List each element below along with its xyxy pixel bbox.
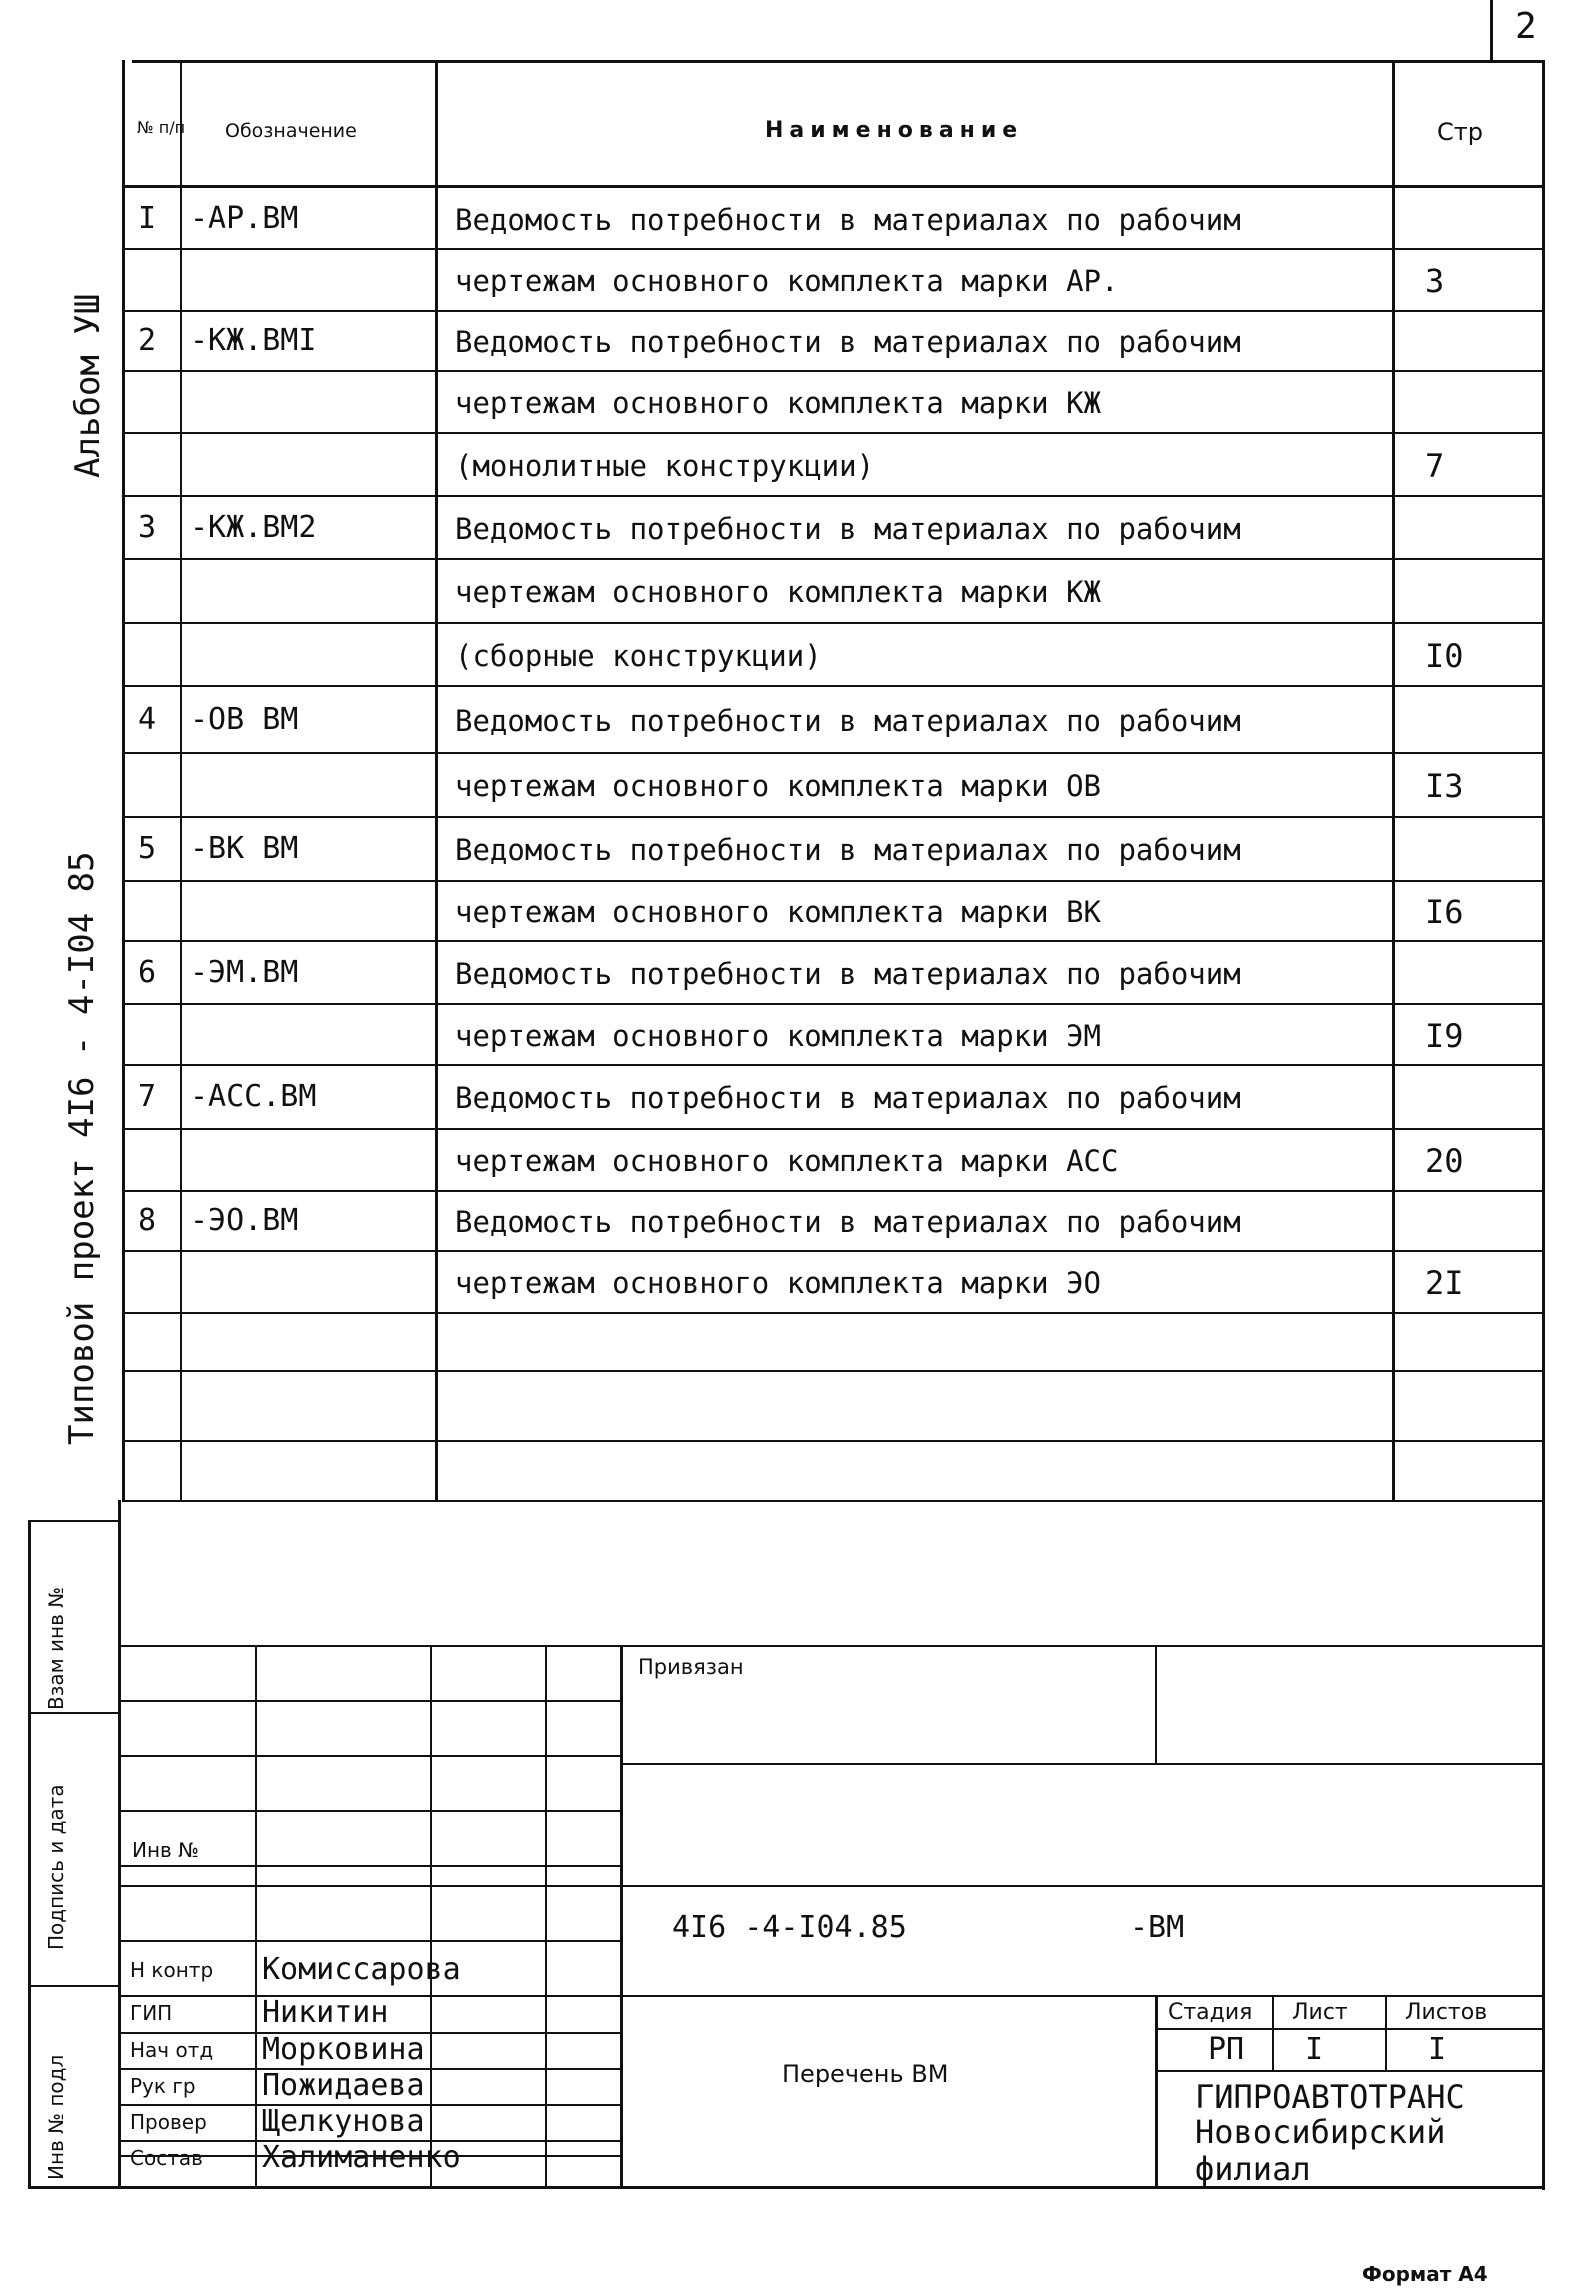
stamp-info-col2 xyxy=(1385,1995,1387,2070)
stamp-title-top xyxy=(620,1995,1544,1997)
stamp-doc-top xyxy=(620,1885,1544,1887)
sheets-label: Листов xyxy=(1405,2000,1488,2025)
row-number: 6 xyxy=(138,954,157,990)
side-album-label: Альбом УШ xyxy=(68,293,108,478)
frame-top xyxy=(132,60,1544,63)
row-name: Ведомость потребности в материалах по рабочим xyxy=(455,325,1241,359)
stamp-info-left xyxy=(1155,1995,1158,2188)
row-page: I9 xyxy=(1425,1016,1464,1055)
header-num: № п/п xyxy=(137,118,186,137)
page-number-border xyxy=(1490,0,1493,60)
stamp-col-sign xyxy=(545,1645,547,2188)
row-line xyxy=(122,1440,1544,1442)
signature-role: Состав xyxy=(130,2146,203,2170)
privyazan-label: Привязан xyxy=(638,1655,744,1679)
row-name: чертежам основного комплекта марки КЖ xyxy=(455,575,1102,609)
signature-role: Н контр xyxy=(130,1958,214,1982)
row-line xyxy=(122,1500,1544,1502)
row-designation: -ЭО.ВМ xyxy=(190,1203,299,1238)
row-name: Ведомость потребности в материалах по рабочим xyxy=(455,1081,1241,1115)
row-name: чертежам основного комплекта марки АР. xyxy=(455,264,1119,298)
row-name: (монолитные конструкции) xyxy=(455,448,875,483)
stamp-info-col1 xyxy=(1272,1995,1274,2070)
row-page: 20 xyxy=(1425,1142,1464,1180)
row-page: 3 xyxy=(1425,262,1445,300)
row-page: 2I xyxy=(1425,1264,1464,1302)
row-line xyxy=(122,880,1544,882)
side-inv-podl-label: Инв № подл xyxy=(44,2054,68,2180)
header-separator xyxy=(122,185,1544,188)
row-line xyxy=(122,622,1544,624)
row-designation: -АСС.ВМ xyxy=(190,1079,317,1114)
format-label: Формат А4 xyxy=(1362,2262,1488,2286)
side-project-label: Типовой проект 4I6 - 4-I04 85 xyxy=(62,851,102,1445)
col-line-num xyxy=(180,60,182,1500)
row-line xyxy=(122,1250,1544,1252)
row-name: Ведомость потребности в материалах по рабочим xyxy=(455,511,1241,546)
row-line xyxy=(122,1064,1544,1066)
stamp-col-name xyxy=(430,1645,432,2188)
signature-role: ГИП xyxy=(130,2001,173,2025)
signature-name: Морковина xyxy=(262,2032,425,2067)
row-designation: -ВК ВМ xyxy=(190,831,299,866)
stamp-info-row xyxy=(1155,2028,1544,2030)
signature-name: Пожидаева xyxy=(262,2068,425,2103)
row-name: чертежам основного комплекта марки ВК xyxy=(455,895,1102,929)
row-name: чертежам основного комплекта марки ОВ xyxy=(455,769,1102,803)
row-designation: -АР.ВМ xyxy=(190,201,299,236)
stamp-info-bottom xyxy=(1155,2070,1544,2072)
row-line xyxy=(122,752,1544,754)
side-box-left xyxy=(28,1520,31,2188)
side-podpis-data-label: Подпись и дата xyxy=(44,1784,68,1950)
row-line xyxy=(122,685,1544,687)
frame-right xyxy=(1542,60,1545,2190)
row-designation: -ОВ ВМ xyxy=(190,701,299,737)
row-line xyxy=(122,558,1544,560)
sheet-value: I xyxy=(1305,2032,1324,2067)
row-line xyxy=(122,940,1544,942)
signature-name: Халиманенко xyxy=(262,2140,461,2175)
signature-name: Щелкунова xyxy=(262,2104,425,2139)
row-name: Ведомость потребности в материалах по рабочим xyxy=(455,703,1241,738)
row-line xyxy=(122,432,1544,434)
row-line xyxy=(122,816,1544,818)
frame-left-lower xyxy=(118,1500,121,2188)
row-page: I3 xyxy=(1425,767,1464,805)
row-name: Ведомость потребности в материалах по рабочим xyxy=(455,203,1241,237)
row-designation: -ЭМ.ВМ xyxy=(190,954,299,990)
row-line xyxy=(122,1003,1544,1005)
page-number: 2 xyxy=(1515,6,1537,47)
side-box-top xyxy=(28,1520,120,1522)
row-number: 3 xyxy=(138,509,157,545)
row-name: чертежам основного комплекта марки ЭО xyxy=(455,1266,1102,1300)
row-line xyxy=(122,370,1544,372)
sheets-value: I xyxy=(1428,2032,1447,2067)
stamp-privyazan-right xyxy=(1155,1645,1157,1765)
row-name: Ведомость потребности в материалах по рабочим xyxy=(455,1205,1241,1239)
row-line xyxy=(122,1312,1544,1314)
header-page: Стр xyxy=(1437,118,1483,146)
row-line xyxy=(122,1370,1544,1372)
row-line xyxy=(122,1190,1544,1192)
stamp-title: Перечень ВМ xyxy=(782,2060,949,2088)
col-line-designation xyxy=(435,60,438,1500)
row-name: чертежам основного комплекта марки КЖ xyxy=(455,386,1102,420)
side-box-div1 xyxy=(28,1712,120,1714)
doc-suffix: -ВМ xyxy=(1130,1910,1185,1945)
col-line-page xyxy=(1392,60,1395,1500)
row-name: чертежам основного комплекта марки АСС xyxy=(455,1144,1119,1178)
org-line-3: филиал xyxy=(1195,2150,1311,2188)
sheet-label: Лист xyxy=(1292,2000,1348,2025)
row-designation: -КЖ.ВМI xyxy=(190,323,317,358)
row-designation: -КЖ.ВМ2 xyxy=(190,509,317,545)
frame-left-upper xyxy=(122,60,125,1500)
stage-value: РП xyxy=(1208,2032,1245,2067)
row-number: 8 xyxy=(138,1203,157,1238)
inv-no-label: Инв № xyxy=(132,1838,199,1862)
stamp-col-role xyxy=(255,1645,257,2188)
row-number: 7 xyxy=(138,1079,157,1114)
signature-role: Нач отд xyxy=(130,2038,214,2062)
row-number: I xyxy=(138,201,157,236)
row-name: Ведомость потребности в материалах по рабочим xyxy=(455,956,1241,991)
header-name: Наименование xyxy=(765,118,1024,143)
row-line xyxy=(122,1128,1544,1130)
side-vzam-inv-label: Взам инв № xyxy=(44,1586,68,1710)
side-box-div2 xyxy=(28,1985,120,1987)
row-line xyxy=(122,310,1544,312)
row-number: 4 xyxy=(138,701,157,737)
signature-role: Провер xyxy=(130,2110,207,2134)
row-number: 5 xyxy=(138,831,157,866)
doc-code: 4I6 -4-I04.85 xyxy=(672,1910,907,1945)
row-page: I6 xyxy=(1425,893,1464,931)
header-designation: Обозначение xyxy=(225,120,357,142)
row-name: чертежам основного комплекта марки ЭМ xyxy=(455,1018,1102,1053)
row-name: (сборные конструкции) xyxy=(455,638,822,673)
stamp-privyazan-bottom xyxy=(620,1763,1544,1765)
org-line-1: ГИПРОАВТОТРАНС xyxy=(1195,2078,1465,2116)
row-name: Ведомость потребности в материалах по рабочим xyxy=(455,833,1241,867)
signature-role: Рук гр xyxy=(130,2074,196,2098)
signature-name: Комиссарова xyxy=(262,1952,461,1987)
row-line xyxy=(122,248,1544,250)
row-number: 2 xyxy=(138,323,157,358)
stage-label: Стадия xyxy=(1168,2000,1253,2025)
signature-name: Никитин xyxy=(262,1995,389,2030)
row-line xyxy=(122,495,1544,497)
org-line-2: Новосибирский xyxy=(1195,2113,1446,2151)
row-page: I0 xyxy=(1425,636,1464,675)
stamp-main-left xyxy=(620,1645,623,2188)
row-page: 7 xyxy=(1425,446,1445,485)
